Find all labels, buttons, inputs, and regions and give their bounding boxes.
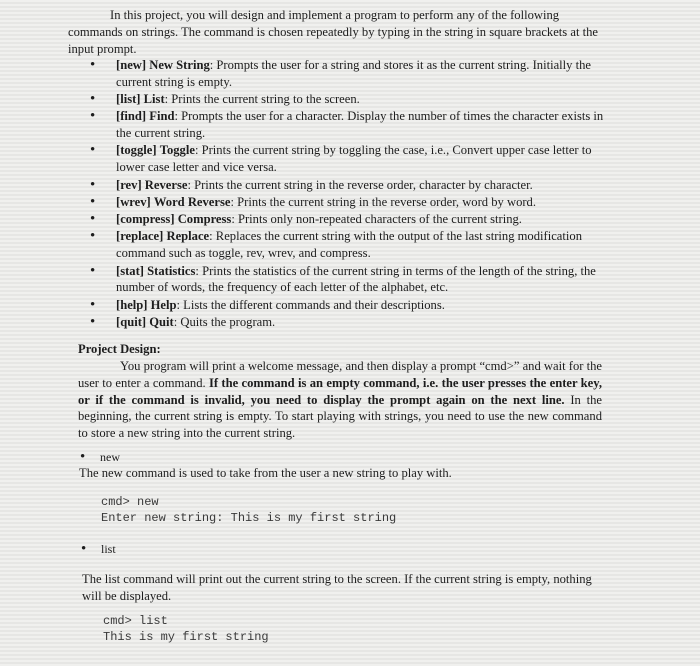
example-label-new: • new	[100, 449, 120, 466]
command-item-new	[90, 57, 610, 91]
code-line: cmd> list	[103, 614, 168, 628]
command-desc: : Prompts the user for a character. Display the number of times the character exists in the current string.	[116, 109, 604, 141]
intro-paragraph: In this project, you will design and implement a program to perform any of the following commands on strings. The command is chosen repeatedly by typing in the string in square brackets at the input prompt.	[68, 8, 598, 56]
example-desc-list: The list command will print out the current string to the screen. If the current string is empty, nothing will be displayed.	[82, 572, 592, 603]
command-tag: [compress]	[116, 212, 175, 227]
command-item-toggle	[90, 142, 610, 176]
command-tag: [new]	[116, 58, 147, 72]
command-item-compress	[90, 211, 610, 228]
command-desc: : Replaces the current string with the output of the last string modification command such as toggle, rev, wrev, and compress.	[116, 229, 582, 261]
command-name: Compress	[177, 212, 232, 227]
command-name: Toggle	[159, 143, 195, 158]
command-item-list	[90, 91, 610, 108]
command-tag: [stat]	[116, 263, 144, 278]
command-item-find	[90, 108, 610, 142]
command-name: Quit	[149, 314, 174, 329]
command-list	[90, 57, 610, 331]
command-name: New String	[149, 58, 210, 72]
command-desc: : Prints the statistics of the current string in terms of the length of the string, the number of words, the frequency of each letter of the alphabet, etc.	[116, 263, 596, 295]
command-desc: : Prints only non-repeated characters of the current string.	[231, 212, 522, 227]
command-tag: [replace]	[116, 229, 164, 244]
design-text: You program will print a welcome message, and then display a prompt “cmd>” and wait for the user to enter a command.	[78, 359, 602, 390]
command-tag: [toggle]	[116, 143, 157, 158]
command-name: Help	[150, 297, 177, 312]
code-line: This is my first string	[103, 630, 269, 644]
command-desc: : Lists the different commands and their descriptions.	[176, 297, 445, 312]
command-item-stat	[90, 263, 610, 297]
command-name: Statistics	[147, 263, 196, 278]
code-line: Enter new string: This is my first string	[101, 511, 397, 525]
command-item-help	[90, 297, 610, 314]
command-name: Find	[149, 109, 175, 124]
example-label-list: • list	[101, 541, 116, 558]
command-tag: [wrev]	[116, 194, 151, 209]
command-item-quit	[90, 314, 610, 331]
code-line: cmd> new	[101, 495, 159, 509]
design-bold-text: If the command is an empty command, i.e. the user presses the enter key, or if the command is invalid, you need to display the prompt again on the next line.	[78, 375, 603, 407]
command-desc: : Prints the current string by toggling the case, i.e., Convert upper case letter to lower case letter and vice versa.	[116, 143, 592, 175]
command-tag: [rev]	[116, 177, 142, 192]
command-desc: : Prints the current string in the reverse order, character by character.	[187, 177, 533, 192]
command-name: Word Reverse	[153, 194, 231, 209]
command-name: Reverse	[144, 177, 188, 192]
command-desc: : Prints the current string to the screen.	[164, 92, 360, 107]
command-name: Replace	[166, 229, 210, 244]
command-item-rev	[90, 177, 610, 194]
design-text-end: In the beginning, the current string is empty. To start playing with strings, you need to use the new command to store a new string into the current string.	[78, 392, 602, 441]
command-tag: [list]	[116, 92, 141, 107]
command-tag: [help]	[116, 297, 148, 312]
example-desc-new: The new command is used to take from the user a new string to play with.	[79, 466, 452, 480]
command-name: List	[143, 92, 165, 107]
command-desc: : Prints the current string in the reverse order, word by word.	[230, 194, 536, 209]
command-desc: : Prompts the user for a string and stores it as the current string. Initially the current string is empty.	[116, 58, 591, 89]
command-item-wrev	[90, 194, 610, 211]
design-paragraph	[78, 358, 602, 442]
command-tag: [quit]	[116, 314, 147, 329]
section-heading: Project Design:	[78, 342, 161, 356]
command-desc: : Quits the program.	[173, 314, 276, 329]
command-tag: [find]	[116, 109, 147, 124]
command-item-replace	[90, 228, 610, 262]
